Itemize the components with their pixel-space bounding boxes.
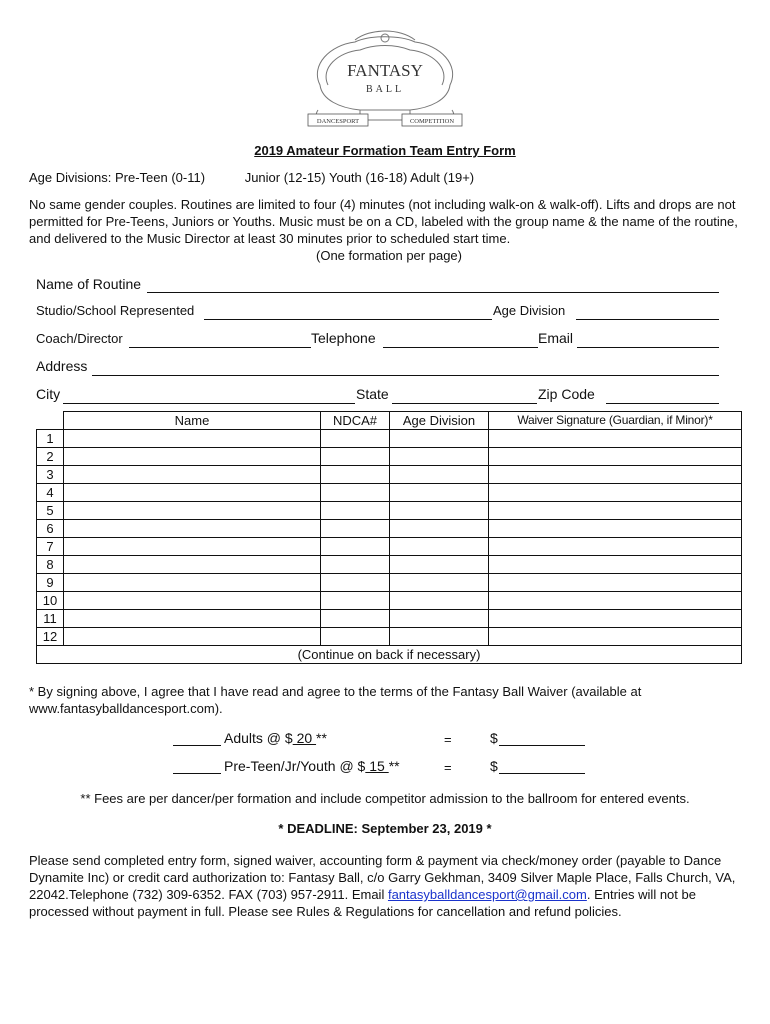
instructions-tail: . Entries will not be processed without payment in full. Please see Rules & Regulations for cancellation and refund policies. bbox=[29, 887, 696, 919]
age-division-cell[interactable] bbox=[390, 484, 489, 502]
table-row bbox=[37, 538, 742, 556]
ndca-cell[interactable] bbox=[321, 484, 390, 502]
adults-fee-line bbox=[224, 730, 327, 746]
table-header-row bbox=[37, 412, 742, 430]
telephone-label: Telephone bbox=[311, 330, 376, 346]
name-cell[interactable] bbox=[64, 592, 321, 610]
row-number: 5 bbox=[37, 502, 64, 520]
age-division-cell[interactable] bbox=[390, 610, 489, 628]
table-row bbox=[37, 430, 742, 448]
row-number: 10 bbox=[37, 592, 64, 610]
name-cell[interactable] bbox=[64, 466, 321, 484]
table-row bbox=[37, 448, 742, 466]
row-number: 2 bbox=[37, 448, 64, 466]
name-cell[interactable] bbox=[64, 610, 321, 628]
signature-cell[interactable] bbox=[489, 628, 742, 646]
table-row bbox=[37, 520, 742, 538]
age-divisions bbox=[29, 170, 474, 185]
table-row bbox=[37, 484, 742, 502]
preteen-count-field[interactable] bbox=[173, 773, 221, 774]
table-row bbox=[37, 556, 742, 574]
adults-total-field[interactable] bbox=[499, 745, 585, 746]
header-number bbox=[37, 412, 64, 430]
zip-label: Zip Code bbox=[538, 386, 595, 402]
coach-field[interactable] bbox=[129, 347, 311, 348]
form-title: 2019 Amateur Formation Team Entry Form bbox=[254, 143, 516, 158]
row-number: 6 bbox=[37, 520, 64, 538]
ndca-cell[interactable] bbox=[321, 466, 390, 484]
adults-count-field[interactable] bbox=[173, 745, 221, 746]
telephone-field[interactable] bbox=[383, 347, 538, 348]
waiver-note: * By signing above, I agree that I have read and agree to the terms of the Fantasy Ball Waiver (available at www.fantasyballdancesport.com). bbox=[29, 684, 642, 716]
name-cell[interactable] bbox=[64, 448, 321, 466]
signature-cell[interactable] bbox=[489, 592, 742, 610]
ndca-cell[interactable] bbox=[321, 556, 390, 574]
table-row bbox=[37, 592, 742, 610]
signature-cell[interactable] bbox=[489, 520, 742, 538]
contact-email-link[interactable]: fantasyballdancesport@gmail.com bbox=[387, 887, 587, 902]
state-label: State bbox=[356, 386, 389, 402]
zip-field[interactable] bbox=[606, 403, 719, 404]
ndca-cell[interactable] bbox=[321, 592, 390, 610]
ndca-cell[interactable] bbox=[321, 502, 390, 520]
adults-fee-suffix: ** bbox=[316, 730, 327, 746]
logo-left-tag: DANCESPORT bbox=[316, 118, 360, 125]
logo-right-tag: COMPETITION bbox=[409, 118, 455, 125]
instructions bbox=[29, 852, 744, 920]
header-ndca: NDCA# bbox=[321, 412, 390, 430]
age-divisions-label: Age Divisions: Pre-Teen (0-11) bbox=[29, 170, 206, 185]
preteen-total-field[interactable] bbox=[499, 773, 585, 774]
signature-cell[interactable] bbox=[489, 466, 742, 484]
address-label: Address bbox=[36, 358, 88, 374]
name-cell[interactable] bbox=[64, 430, 321, 448]
instructions-text: Please send completed entry form, signed waiver, accounting form & payment via check/money order (payable to Dance Dynamite Inc) or credit card authorization to: Fantasy Ball, c/o Garry Gekhman, 3409 Silver Maple Place, Falls Church, VA, 22042.Telephone (732) 309-6352. FAX (703) 957-2911. Email bbox=[29, 853, 736, 902]
address-field[interactable] bbox=[92, 375, 719, 376]
age-division-field[interactable] bbox=[576, 319, 719, 320]
name-cell[interactable] bbox=[64, 502, 321, 520]
rules-text: No same gender couples. Routines are limited to four (4) minutes (not including walk-on & walk-off). Lifts and drops are not permitted for Pre-Teens, Juniors or Youths. Music must be on a CD, labeled with the group name & the name of the routine, and delivered to the Music Director at least 30 minutes prior to scheduled start time. bbox=[29, 197, 738, 246]
preteen-equals: = bbox=[444, 760, 452, 775]
ndca-cell[interactable] bbox=[321, 610, 390, 628]
ndca-cell[interactable] bbox=[321, 448, 390, 466]
table-row bbox=[37, 610, 742, 628]
ndca-cell[interactable] bbox=[321, 574, 390, 592]
age-division-cell[interactable] bbox=[390, 520, 489, 538]
age-division-cell[interactable] bbox=[390, 592, 489, 610]
row-number: 3 bbox=[37, 466, 64, 484]
row-number: 12 bbox=[37, 628, 64, 646]
table-footer-row bbox=[37, 646, 742, 664]
signature-cell[interactable] bbox=[489, 484, 742, 502]
age-division-cell[interactable] bbox=[390, 628, 489, 646]
name-cell[interactable] bbox=[64, 484, 321, 502]
rules-note: (One formation per page) bbox=[316, 248, 462, 263]
header-name: Name bbox=[64, 412, 321, 430]
preteen-fee-price: 15 bbox=[365, 758, 389, 774]
header-age-division: Age Division bbox=[390, 412, 489, 430]
dancer-entry-table bbox=[36, 411, 742, 664]
adults-dollar: $ bbox=[490, 730, 498, 746]
row-number: 1 bbox=[37, 430, 64, 448]
row-number: 9 bbox=[37, 574, 64, 592]
row-number: 11 bbox=[37, 610, 64, 628]
age-division-cell[interactable] bbox=[390, 448, 489, 466]
rules-block bbox=[29, 196, 749, 264]
preteen-fee-suffix: ** bbox=[388, 758, 400, 774]
signature-cell[interactable] bbox=[489, 430, 742, 448]
row-number: 8 bbox=[37, 556, 64, 574]
name-cell[interactable] bbox=[64, 520, 321, 538]
ndca-cell[interactable] bbox=[321, 538, 390, 556]
coach-label: Coach/Director bbox=[36, 331, 123, 346]
header-waiver-signature: Waiver Signature (Guardian, if Minor)* bbox=[489, 412, 742, 430]
ndca-cell[interactable] bbox=[321, 628, 390, 646]
signature-cell[interactable] bbox=[489, 556, 742, 574]
adults-fee-label: Adults @ $ bbox=[224, 730, 293, 746]
city-label: City bbox=[36, 386, 61, 402]
signature-cell[interactable] bbox=[489, 610, 742, 628]
name-cell[interactable] bbox=[64, 538, 321, 556]
adults-fee-price: 20 bbox=[292, 730, 317, 746]
preteen-fee-label: Pre-Teen/Jr/Youth @ $ bbox=[224, 758, 366, 774]
routine-field[interactable] bbox=[147, 292, 719, 293]
age-division-label: Age Division bbox=[493, 303, 566, 318]
name-cell[interactable] bbox=[64, 628, 321, 646]
ndca-cell[interactable] bbox=[321, 520, 390, 538]
age-division-cell[interactable] bbox=[390, 574, 489, 592]
signature-cell[interactable] bbox=[489, 538, 742, 556]
routine-label: Name of Routine bbox=[36, 276, 142, 292]
preteen-fee-line bbox=[224, 758, 400, 774]
age-division-cell[interactable] bbox=[390, 538, 489, 556]
age-division-cell[interactable] bbox=[390, 556, 489, 574]
table-footer: (Continue on back if necessary) bbox=[37, 646, 742, 664]
table-row bbox=[37, 466, 742, 484]
fantasy-ball-logo bbox=[300, 30, 470, 130]
table-row bbox=[37, 574, 742, 592]
row-number: 4 bbox=[37, 484, 64, 502]
email-field[interactable] bbox=[577, 347, 719, 348]
logo-main-text: FANTASY bbox=[347, 61, 423, 80]
name-cell[interactable] bbox=[64, 574, 321, 592]
state-field[interactable] bbox=[392, 403, 537, 404]
fees-note: ** Fees are per dancer/per formation and include competitor admission to the ballroom for entered events. bbox=[80, 791, 690, 806]
deadline: * DEADLINE: September 23, 2019 * bbox=[278, 821, 492, 836]
age-division-cell[interactable] bbox=[390, 430, 489, 448]
preteen-dollar: $ bbox=[490, 758, 498, 774]
studio-label: Studio/School Represented bbox=[36, 303, 195, 318]
logo-sub-text: BALL bbox=[365, 84, 405, 95]
row-number: 7 bbox=[37, 538, 64, 556]
table-row bbox=[37, 502, 742, 520]
signature-cell[interactable] bbox=[489, 574, 742, 592]
city-field[interactable] bbox=[63, 403, 355, 404]
studio-field[interactable] bbox=[204, 319, 492, 320]
age-divisions-rest: Junior (12-15) Youth (16-18) Adult (19+) bbox=[244, 170, 475, 185]
signature-cell[interactable] bbox=[489, 448, 742, 466]
adults-equals: = bbox=[444, 732, 452, 747]
email-label: Email bbox=[538, 330, 574, 346]
ndca-cell[interactable] bbox=[321, 430, 390, 448]
table-row bbox=[37, 628, 742, 646]
age-division-cell[interactable] bbox=[390, 466, 489, 484]
signature-cell[interactable] bbox=[489, 502, 742, 520]
age-division-cell[interactable] bbox=[390, 502, 489, 520]
name-cell[interactable] bbox=[64, 556, 321, 574]
